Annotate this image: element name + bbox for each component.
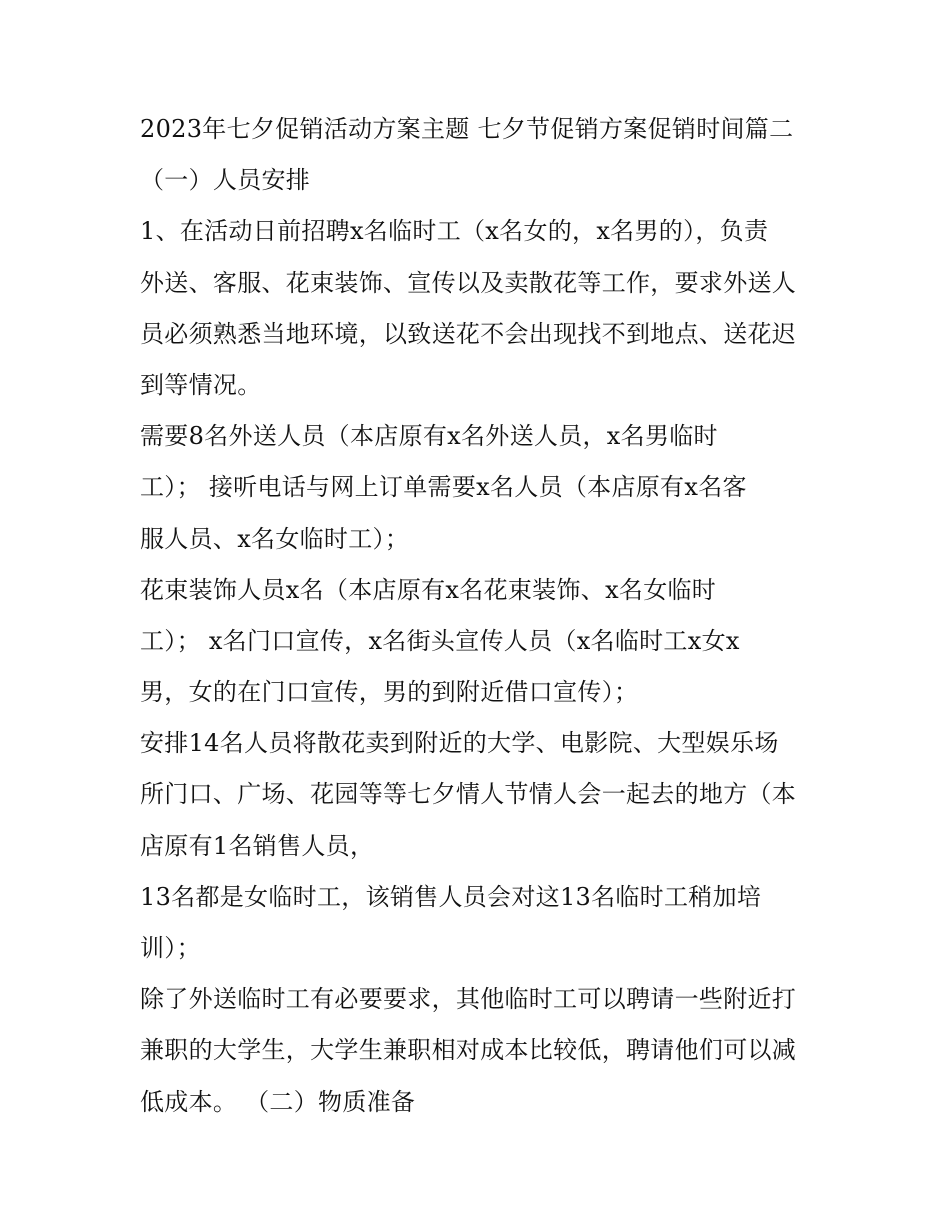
- text-line: 员必须熟悉当地环境，以致送花不会出现找不到地点、送花迟: [140, 319, 797, 348]
- text-line: 男，女的在门口宣传，男的到附近借口宣传）；: [140, 678, 639, 707]
- section-heading-staffing: （一）人员安排: [140, 166, 311, 195]
- text-line: 需要8名外送人员（本店原有x名外送人员，x名男临时: [140, 422, 718, 451]
- text-line: 兼职的大学生，大学生兼职相对成本比较低，聘请他们可以减: [140, 1036, 797, 1065]
- document-body: [140, 104, 820, 1128]
- text-line: 工）； x名门口宣传，x名街头宣传人员（x名临时工x女x: [140, 626, 740, 655]
- text-line: 到等情况。: [140, 370, 262, 399]
- text-line: 1、在活动日前招聘x名临时工（x名女的，x名男的），负责: [140, 217, 769, 246]
- document-title: 2023年七夕促销活动方案主题 七夕节促销方案促销时间篇二: [140, 115, 794, 143]
- text-line: 外送、客服、花束装饰、宣传以及卖散花等工作，要求外送人: [140, 268, 797, 297]
- text-line: 训）；: [140, 934, 201, 962]
- text-line: 花束装饰人员x名（本店原有x名花束装饰、x名女临时: [140, 575, 717, 604]
- text-line: 所门口、广场、花园等等七夕情人节情人会一起去的地方（本: [140, 780, 797, 809]
- text-line: 店原有1名销售人员，: [140, 831, 375, 860]
- text-line: 服人员、x名女临时工）；: [140, 524, 410, 553]
- section-heading-materials-line: 低成本。 （二）物质准备: [140, 1087, 416, 1116]
- text-line: 安排14名人员将散花卖到附近的大学、电影院、大型娱乐场: [140, 729, 779, 758]
- text-line: 除了外送临时工有必要要求，其他临时工可以聘请一些附近打: [140, 985, 797, 1014]
- text-line: 13名都是女临时工，该销售人员会对这13名临时工稍加培: [140, 882, 762, 911]
- text-line: 工）； 接听电话与网上订单需要x名人员（本店原有x名客: [140, 473, 747, 502]
